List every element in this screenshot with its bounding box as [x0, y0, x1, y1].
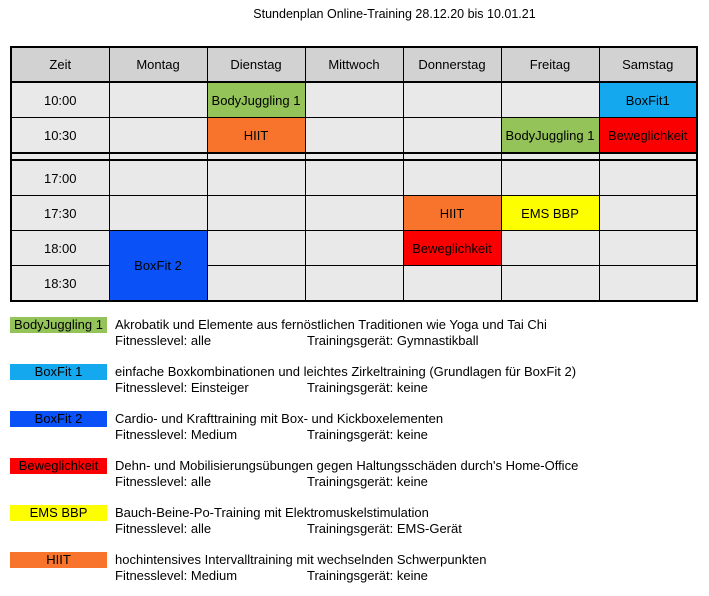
schedule-cell-sat-1700	[599, 160, 697, 196]
column-header-donnerstag: Donnerstag	[403, 47, 501, 82]
schedule-cell-thu-1700	[403, 160, 501, 196]
legend-equipment: Trainingsgerät: keine	[307, 568, 428, 583]
event-cell-emsbbp-fri-1730: EMS BBP	[501, 196, 599, 231]
event-cell-bodyjuggling-tue-1000: BodyJuggling 1	[207, 82, 305, 118]
legend-chip-boxfit1: BoxFit 1	[10, 364, 107, 380]
time-cell-1030: 10:30	[11, 118, 109, 154]
legend-description: Bauch-Beine-Po-Training mit Elektromuskelstimulation	[115, 505, 429, 520]
legend-chip-beweglichkeit: Beweglichkeit	[10, 458, 107, 474]
legend-text	[115, 552, 486, 584]
schedule-cell-tue-1730	[207, 196, 305, 231]
legend-fitness-level: Fitnesslevel: Einsteiger	[115, 380, 249, 395]
schedule-cell-tue-1700	[207, 160, 305, 196]
legend-equipment: Trainingsgerät: keine	[307, 427, 428, 442]
schedule-cell-mon-1030	[109, 118, 207, 154]
event-cell-beweglichkeit-sat-1030: Beweglichkeit	[599, 118, 697, 154]
schedule-cell-wed-1030	[305, 118, 403, 154]
legend-meta	[115, 568, 486, 584]
schedule-cell-sat-1800	[599, 231, 697, 266]
schedule-cell-wed-1800	[305, 231, 403, 266]
schedule-cell-thu-1030	[403, 118, 501, 154]
separator-cell-wed	[305, 153, 403, 160]
legend-meta	[115, 333, 547, 349]
legend-chip-hiit: HIIT	[10, 552, 107, 568]
event-cell-hiit-tue-1030: HIIT	[207, 118, 305, 154]
legend	[10, 317, 709, 584]
schedule-cell-wed-1730	[305, 196, 403, 231]
legend-item-beweglichkeit	[10, 458, 709, 490]
legend-description: Cardio- und Krafttraining mit Box- und Kickboxelementen	[115, 411, 444, 426]
column-header-freitag: Freitag	[501, 47, 599, 82]
page-title: Stundenplan Online-Training 28.12.20 bis 10.01.21	[253, 7, 536, 21]
schedule-cell-tue-1800	[207, 231, 305, 266]
row-1800	[11, 231, 697, 266]
header-row	[11, 47, 697, 82]
legend-equipment: Trainingsgerät: keine	[307, 474, 428, 489]
legend-description: hochintensives Intervalltraining mit wechselnden Schwerpunkten	[115, 552, 487, 567]
legend-item-bodyjuggling	[10, 317, 709, 349]
separator-cell-mon	[109, 153, 207, 160]
legend-equipment: Trainingsgerät: EMS-Gerät	[307, 521, 462, 536]
legend-fitness-level: Fitnesslevel: alle	[115, 474, 212, 489]
event-cell-bodyjuggling-fri-1030: BodyJuggling 1	[501, 118, 599, 154]
schedule-cell-thu-1830	[403, 266, 501, 302]
time-cell-1800: 18:00	[11, 231, 109, 266]
legend-text	[115, 317, 547, 349]
time-cell-1700: 17:00	[11, 160, 109, 196]
legend-text	[115, 505, 462, 537]
schedule-cell-sat-1730	[599, 196, 697, 231]
time-cell-1000: 10:00	[11, 82, 109, 118]
legend-chip-boxfit2: BoxFit 2	[10, 411, 107, 427]
row-1700	[11, 160, 697, 196]
legend-text	[115, 458, 578, 490]
column-header-dienstag: Dienstag	[207, 47, 305, 82]
legend-fitness-level: Fitnesslevel: Medium	[115, 568, 238, 583]
time-cell-1830: 18:30	[11, 266, 109, 302]
separator-time-cell	[11, 153, 109, 160]
legend-description: Akrobatik und Elemente aus fernöstlichen Traditionen wie Yoga und Tai Chi	[115, 317, 547, 332]
legend-fitness-level: Fitnesslevel: alle	[115, 333, 212, 348]
legend-item-boxfit1	[10, 364, 709, 396]
schedule-cell-wed-1830	[305, 266, 403, 302]
event-cell-hiit-thu-1730: HIIT	[403, 196, 501, 231]
legend-chip-bodyjuggling: BodyJuggling 1	[10, 317, 107, 333]
schedule-cell-fri-1830	[501, 266, 599, 302]
legend-meta	[115, 427, 443, 443]
legend-item-emsbbp	[10, 505, 709, 537]
column-header-mittwoch: Mittwoch	[305, 47, 403, 82]
separator-cell-fri	[501, 153, 599, 160]
legend-fitness-level: Fitnesslevel: Medium	[115, 427, 238, 442]
schedule-cell-mon-1730	[109, 196, 207, 231]
schedule-cell-wed-1000	[305, 82, 403, 118]
legend-text	[115, 411, 443, 443]
row-1730	[11, 196, 697, 231]
schedule-cell-sat-1830	[599, 266, 697, 302]
legend-equipment: Trainingsgerät: Gymnastikball	[307, 333, 479, 348]
legend-description: Dehn- und Mobilisierungsübungen gegen Haltungsschäden durch's Home-Office	[115, 458, 579, 473]
legend-meta	[115, 521, 462, 537]
schedule-cell-fri-1800	[501, 231, 599, 266]
legend-meta	[115, 380, 576, 396]
schedule-cell-tue-1830	[207, 266, 305, 302]
legend-chip-emsbbp: EMS BBP	[10, 505, 107, 521]
schedule-cell-fri-1700	[501, 160, 599, 196]
schedule-cell-mon-1000	[109, 82, 207, 118]
schedule-cell-mon-1700	[109, 160, 207, 196]
event-cell-boxfit2-mon-1800-1830: BoxFit 2	[109, 231, 207, 302]
column-header-samstag: Samstag	[599, 47, 697, 82]
column-header-montag: Montag	[109, 47, 207, 82]
legend-fitness-level: Fitnesslevel: alle	[115, 521, 212, 536]
legend-item-boxfit2	[10, 411, 709, 443]
legend-description: einfache Boxkombinationen und leichtes Zirkeltraining (Grundlagen für BoxFit 2)	[115, 364, 577, 379]
column-header-zeit: Zeit	[11, 47, 109, 82]
row-1030	[11, 118, 697, 154]
event-cell-boxfit1-sat-1000: BoxFit1	[599, 82, 697, 118]
row-1000	[11, 82, 697, 118]
schedule-cell-fri-1000	[501, 82, 599, 118]
separator-cell-tue	[207, 153, 305, 160]
schedule-cell-wed-1700	[305, 160, 403, 196]
legend-meta	[115, 474, 578, 490]
separator-row	[11, 153, 697, 160]
event-cell-beweglichkeit-thu-1800: Beweglichkeit	[403, 231, 501, 266]
separator-cell-sat	[599, 153, 697, 160]
separator-cell-thu	[403, 153, 501, 160]
legend-item-hiit	[10, 552, 709, 584]
legend-text	[115, 364, 576, 396]
schedule-cell-thu-1000	[403, 82, 501, 118]
legend-equipment: Trainingsgerät: keine	[307, 380, 428, 395]
schedule-table	[10, 46, 698, 302]
time-cell-1730: 17:30	[11, 196, 109, 231]
